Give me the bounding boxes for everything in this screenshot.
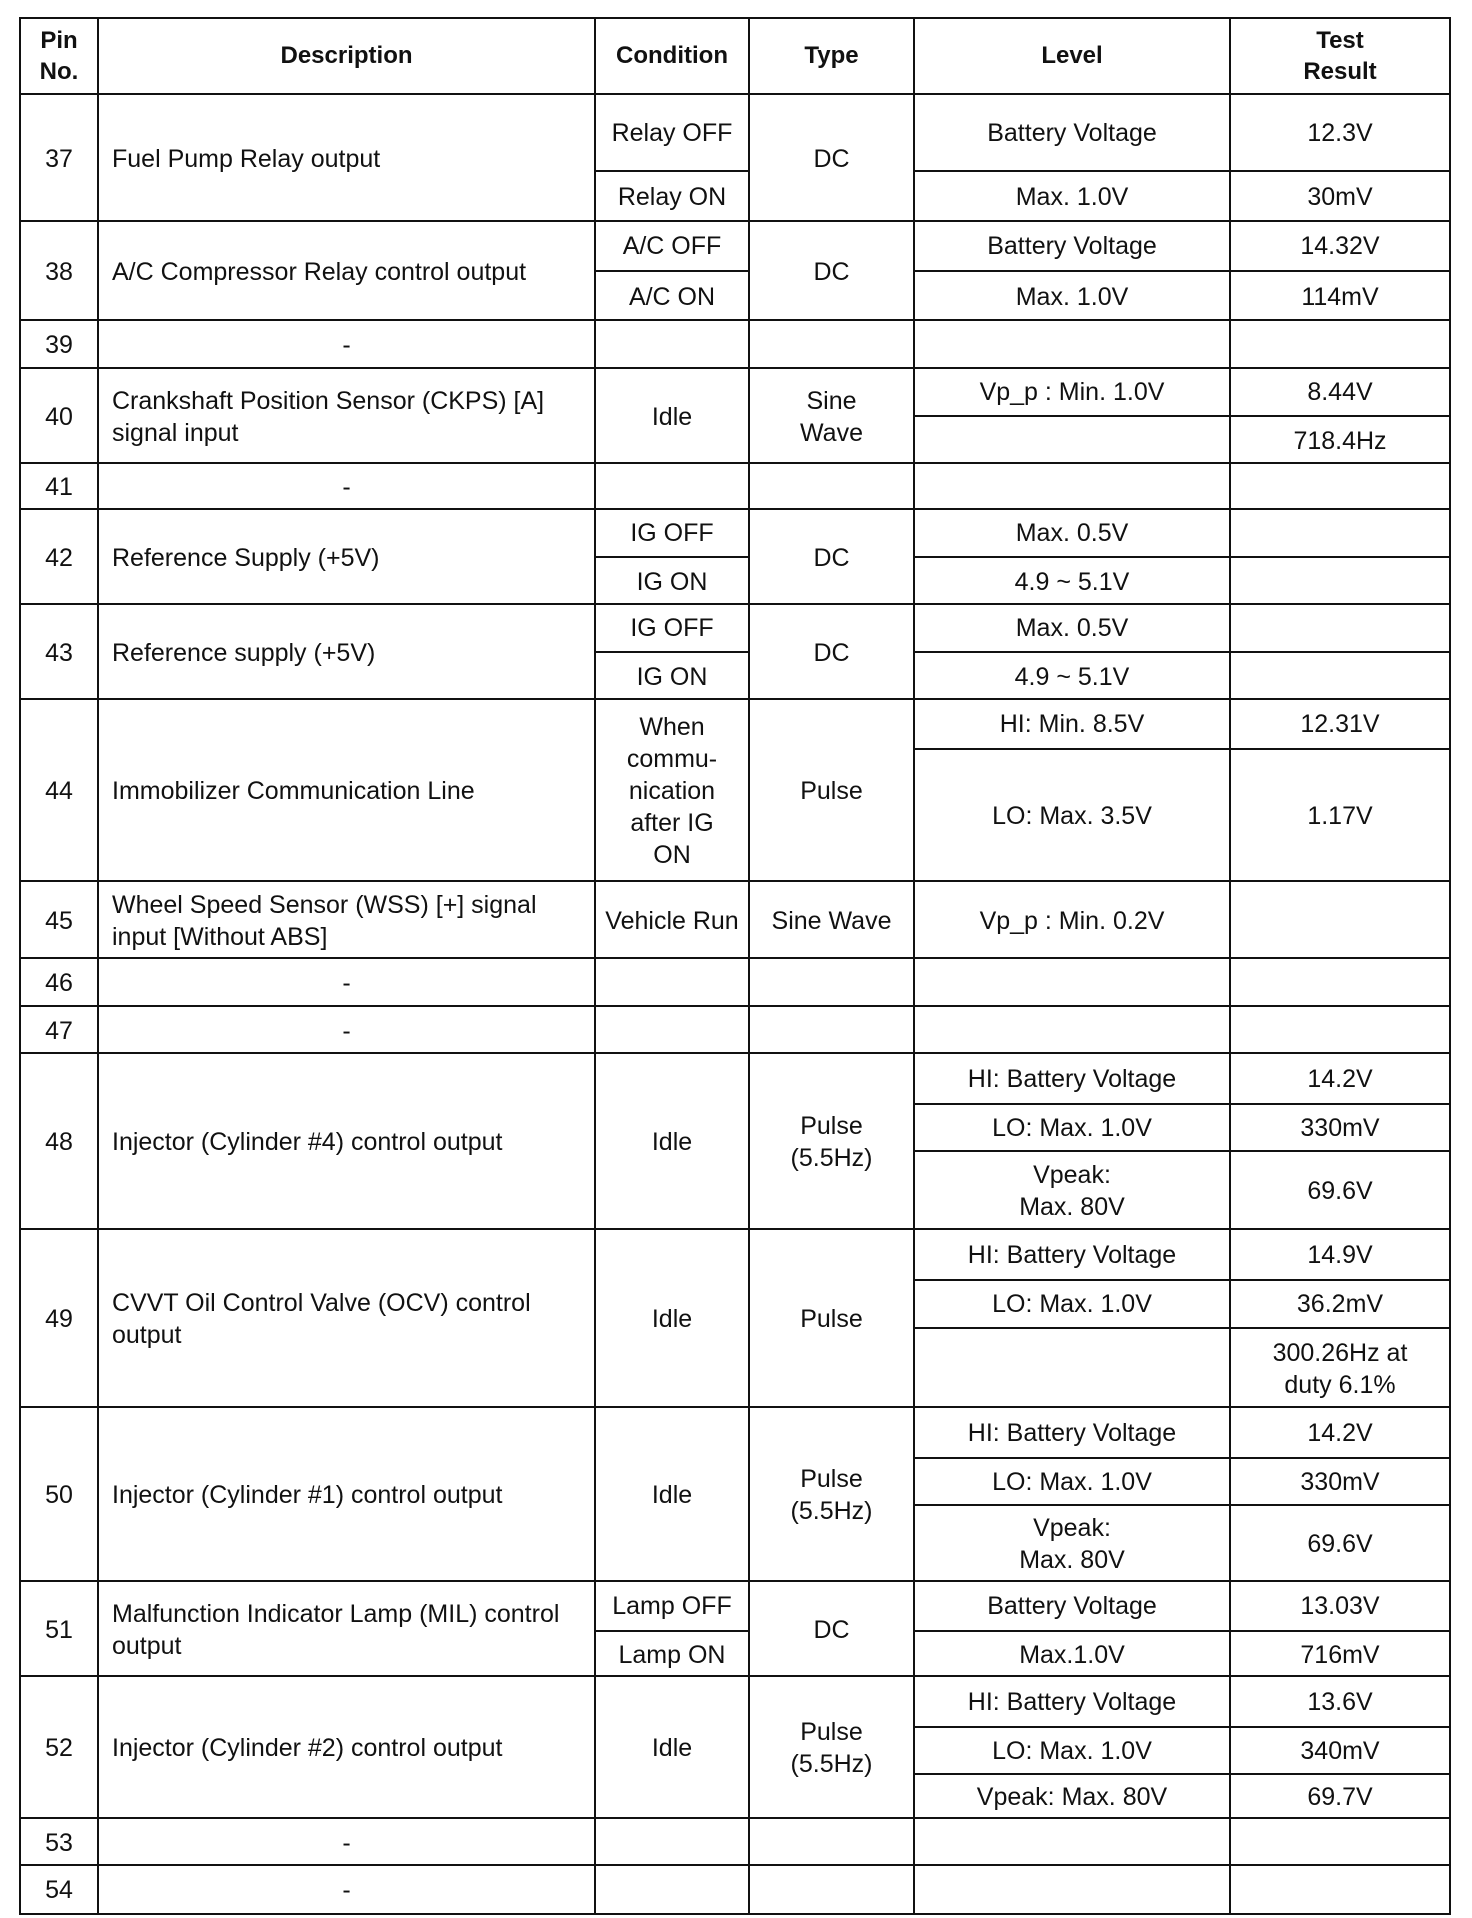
level: LO: Max. 3.5V (915, 750, 1231, 882)
level-result-pair (915, 1819, 1449, 1866)
pin-number: 47 (21, 1007, 99, 1054)
description: Injector (Cylinder #1) control output (99, 1408, 596, 1582)
table-row (21, 95, 1449, 222)
level: Max.1.0V (915, 1632, 1231, 1677)
condition-cell (596, 1408, 750, 1582)
level-result-pair (915, 1775, 1449, 1819)
pin-number: 37 (21, 95, 99, 222)
test-result (1231, 959, 1449, 1007)
level-result-pair (915, 1459, 1449, 1506)
test-result: 69.6V (1307, 1530, 1373, 1558)
level: Vpeak: Max. 80V (915, 1152, 1231, 1230)
test-result: 36.2mV (1296, 1290, 1384, 1318)
condition-cell (596, 464, 750, 510)
level: HI: Battery Voltage (915, 1054, 1231, 1103)
description: Reference Supply (+5V) (99, 510, 596, 605)
condition-cell (596, 510, 750, 605)
signal-type: Pulse (750, 1230, 915, 1408)
condition-cell (596, 95, 750, 222)
description: - (99, 959, 596, 1007)
level-result-group (915, 1866, 1449, 1913)
level-result-group (915, 959, 1449, 1007)
level: Max. 0.5V (915, 510, 1231, 556)
description: - (99, 1866, 596, 1913)
pin-test-table (19, 17, 1451, 1915)
level (915, 321, 1231, 369)
level: HI: Battery Voltage (915, 1230, 1231, 1279)
table-row (21, 464, 1449, 510)
table-row (21, 1230, 1449, 1408)
signal-type (750, 1866, 915, 1913)
test-result: 69.6V (1307, 1177, 1373, 1205)
condition: Relay ON (617, 183, 727, 211)
header-result: Test Result (1303, 26, 1377, 85)
level-result-pair (915, 369, 1449, 417)
test-result (1231, 1866, 1449, 1913)
level-result-group (915, 464, 1449, 510)
test-result: 12.31V (1300, 710, 1380, 738)
level-result-pair (915, 653, 1449, 700)
test-result (1231, 558, 1449, 605)
level-result-group (915, 222, 1449, 321)
table-row (21, 882, 1449, 959)
pin-number: 39 (21, 321, 99, 369)
condition (596, 959, 748, 1007)
level-result-pair (915, 1728, 1449, 1775)
header-level: Level (915, 19, 1231, 93)
table-body (21, 95, 1449, 1913)
condition (596, 1866, 748, 1913)
level: Battery Voltage (915, 222, 1231, 270)
level-result-group (915, 605, 1449, 700)
level-result-pair (915, 417, 1449, 464)
condition-cell (596, 1007, 750, 1054)
level-result-pair (915, 700, 1449, 750)
condition-cell (596, 369, 750, 464)
condition: When commu- nication after IG ON (626, 713, 718, 869)
condition-cell (596, 1230, 750, 1408)
pin-number: 51 (21, 1582, 99, 1677)
level: LO: Max. 1.0V (915, 1728, 1231, 1773)
test-result: 14.32V (1300, 232, 1380, 260)
level-result-pair (915, 882, 1449, 959)
test-result: 8.44V (1307, 378, 1373, 406)
description: Reference supply (+5V) (99, 605, 596, 700)
test-result (1231, 510, 1449, 556)
level-result-group (915, 369, 1449, 464)
condition: Vehicle Run (605, 906, 739, 935)
level-result-pair (915, 1408, 1449, 1459)
condition: Lamp ON (618, 1640, 726, 1669)
pin-number: 38 (21, 222, 99, 321)
table-row (21, 1007, 1449, 1054)
table-row (21, 1866, 1449, 1913)
level: Battery Voltage (915, 95, 1231, 170)
level-result-pair (915, 1105, 1449, 1152)
test-result: 718.4Hz (1293, 426, 1387, 455)
test-result (1231, 1007, 1449, 1054)
level: HI: Min. 8.5V (915, 700, 1231, 748)
header-type: Type (750, 19, 915, 93)
test-result: 1.17V (1307, 802, 1373, 830)
pin-number: 45 (21, 882, 99, 959)
level-result-pair (915, 1582, 1449, 1632)
test-result: 716mV (1300, 1640, 1380, 1669)
test-result: 13.03V (1300, 1592, 1380, 1620)
test-result (1231, 464, 1449, 510)
level-result-group (915, 882, 1449, 959)
description: - (99, 321, 596, 369)
pin-number: 46 (21, 959, 99, 1007)
signal-type (750, 1007, 915, 1054)
level (915, 1007, 1231, 1054)
level-result-pair (915, 172, 1449, 222)
level: Battery Voltage (915, 1582, 1231, 1630)
level-result-group (915, 95, 1449, 222)
condition: Idle (651, 1734, 693, 1762)
level: Vp_p : Min. 1.0V (915, 369, 1231, 415)
level-result-group (915, 1582, 1449, 1677)
level-result-group (915, 510, 1449, 605)
level: HI: Battery Voltage (915, 1408, 1231, 1457)
level-result-pair (915, 1866, 1449, 1913)
signal-type (750, 1819, 915, 1866)
table-row (21, 1582, 1449, 1677)
level-result-group (915, 700, 1449, 882)
condition (596, 1819, 748, 1866)
level-result-pair (915, 222, 1449, 272)
level-result-group (915, 1007, 1449, 1054)
description: - (99, 1819, 596, 1866)
condition: Idle (651, 1481, 693, 1509)
table-row (21, 1408, 1449, 1582)
signal-type: DC (750, 605, 915, 700)
test-result: 14.9V (1307, 1240, 1373, 1269)
level-result-pair (915, 95, 1449, 172)
level-result-pair (915, 605, 1449, 653)
pin-number: 43 (21, 605, 99, 700)
test-result: 330mV (1300, 1113, 1380, 1142)
condition: Idle (651, 402, 693, 431)
level-result-pair (915, 1054, 1449, 1105)
condition-cell (596, 1677, 750, 1819)
header-pin: Pin No. (21, 19, 99, 93)
level-result-group (915, 1408, 1449, 1582)
test-result: 330mV (1300, 1467, 1380, 1496)
condition-cell (596, 1582, 750, 1677)
level-result-pair (915, 1281, 1449, 1329)
table-row (21, 605, 1449, 700)
pin-number: 40 (21, 369, 99, 464)
level-result-pair (915, 1007, 1449, 1054)
condition: Idle (651, 1305, 693, 1333)
description: - (99, 464, 596, 510)
pin-number: 49 (21, 1230, 99, 1408)
condition: IG ON (636, 567, 708, 596)
level-result-pair (915, 272, 1449, 321)
condition: Idle (651, 1128, 693, 1156)
level: Max. 1.0V (915, 272, 1231, 321)
table-header (21, 19, 1449, 95)
table-row (21, 959, 1449, 1007)
level-result-group (915, 1677, 1449, 1819)
level-result-pair (915, 1506, 1449, 1582)
level: Max. 1.0V (915, 172, 1231, 222)
table-row (21, 700, 1449, 882)
level: Vpeak: Max. 80V (915, 1775, 1231, 1819)
level-result-pair (915, 750, 1449, 882)
signal-type (750, 321, 915, 369)
test-result: 30mV (1307, 183, 1373, 211)
condition: IG OFF (596, 605, 748, 653)
condition-cell (596, 222, 750, 321)
condition (596, 1007, 748, 1054)
level-result-pair (915, 510, 1449, 558)
level-result-pair (915, 1230, 1449, 1281)
pin-number: 42 (21, 510, 99, 605)
condition-cell (596, 321, 750, 369)
level: LO: Max. 1.0V (915, 1459, 1231, 1504)
header-condition: Condition (596, 19, 750, 93)
level (915, 464, 1231, 510)
test-result: 69.7V (1307, 1783, 1373, 1811)
condition (596, 464, 748, 510)
condition-cell (596, 1866, 750, 1913)
test-result (1231, 882, 1449, 959)
level-result-pair (915, 1632, 1449, 1677)
signal-type: Pulse (5.5Hz) (750, 1408, 915, 1582)
condition: IG ON (636, 662, 708, 691)
level: Vpeak: Max. 80V (915, 1506, 1231, 1582)
pin-number: 41 (21, 464, 99, 510)
level-result-group (915, 1230, 1449, 1408)
description: Injector (Cylinder #4) control output (99, 1054, 596, 1230)
description: Immobilizer Communication Line (99, 700, 596, 882)
test-result: 114mV (1301, 282, 1379, 311)
table-row (21, 321, 1449, 369)
level-result-pair (915, 464, 1449, 510)
table-row (21, 1819, 1449, 1866)
level-result-group (915, 1819, 1449, 1866)
level (915, 959, 1231, 1007)
level-result-pair (915, 558, 1449, 605)
pin-number: 48 (21, 1054, 99, 1230)
test-result (1231, 1819, 1449, 1866)
level: 4.9 ~ 5.1V (915, 558, 1231, 605)
description: Crankshaft Position Sensor (CKPS) [A] signal input (99, 369, 596, 464)
test-result: 13.6V (1307, 1687, 1373, 1716)
level-result-pair (915, 1329, 1449, 1408)
signal-type: Sine Wave (750, 882, 915, 959)
level: Vp_p : Min. 0.2V (915, 882, 1231, 959)
signal-type: Sine Wave (750, 369, 915, 464)
signal-type: Pulse (750, 700, 915, 882)
pin-number: 52 (21, 1677, 99, 1819)
test-result: 340mV (1300, 1736, 1380, 1765)
test-result (1231, 321, 1449, 369)
condition: Relay OFF (596, 95, 748, 172)
description: Malfunction Indicator Lamp (MIL) control output (99, 1582, 596, 1677)
table-row (21, 1054, 1449, 1230)
condition: A/C ON (628, 282, 716, 311)
signal-type: Pulse (5.5Hz) (750, 1054, 915, 1230)
table-row (21, 510, 1449, 605)
header-description: Description (99, 19, 596, 93)
test-result (1231, 653, 1449, 700)
pin-number: 50 (21, 1408, 99, 1582)
signal-type: Pulse (5.5Hz) (750, 1677, 915, 1819)
condition-cell (596, 605, 750, 700)
test-result: 12.3V (1307, 118, 1373, 147)
test-result (1231, 605, 1449, 651)
signal-type: DC (750, 222, 915, 321)
level (915, 417, 1231, 464)
table-row (21, 1677, 1449, 1819)
signal-type (750, 959, 915, 1007)
level (915, 1329, 1231, 1408)
condition-cell (596, 959, 750, 1007)
level: Max. 0.5V (915, 605, 1231, 651)
table-row (21, 222, 1449, 321)
level: 4.9 ~ 5.1V (915, 653, 1231, 700)
condition: IG OFF (596, 510, 748, 558)
condition-cell (596, 1054, 750, 1230)
level (915, 1819, 1231, 1866)
level-result-pair (915, 321, 1449, 369)
test-result: 14.2V (1307, 1418, 1373, 1447)
level: LO: Max. 1.0V (915, 1105, 1231, 1150)
level-result-pair (915, 959, 1449, 1007)
pin-number: 54 (21, 1866, 99, 1913)
level (915, 1866, 1231, 1913)
level: HI: Battery Voltage (915, 1677, 1231, 1726)
description: CVVT Oil Control Valve (OCV) control output (99, 1230, 596, 1408)
description: A/C Compressor Relay control output (99, 222, 596, 321)
pin-number: 53 (21, 1819, 99, 1866)
level-result-pair (915, 1152, 1449, 1230)
description: Injector (Cylinder #2) control output (99, 1677, 596, 1819)
level-result-group (915, 321, 1449, 369)
condition-cell (596, 882, 750, 959)
test-result: 14.2V (1307, 1064, 1373, 1093)
condition: Lamp OFF (596, 1582, 748, 1632)
level-result-pair (915, 1677, 1449, 1728)
signal-type: DC (750, 510, 915, 605)
signal-type: DC (750, 95, 915, 222)
test-result: 300.26Hz at duty 6.1% (1272, 1338, 1408, 1399)
condition: A/C OFF (596, 222, 748, 272)
condition (596, 321, 748, 369)
pin-number: 44 (21, 700, 99, 882)
table-row (21, 369, 1449, 464)
signal-type (750, 464, 915, 510)
level: LO: Max. 1.0V (915, 1281, 1231, 1327)
level-result-group (915, 1054, 1449, 1230)
condition-cell (596, 1819, 750, 1866)
description: - (99, 1007, 596, 1054)
description: Wheel Speed Sensor (WSS) [+] signal input [Without ABS] (99, 882, 596, 959)
description: Fuel Pump Relay output (99, 95, 596, 222)
signal-type: DC (750, 1582, 915, 1677)
condition-cell (596, 700, 750, 882)
